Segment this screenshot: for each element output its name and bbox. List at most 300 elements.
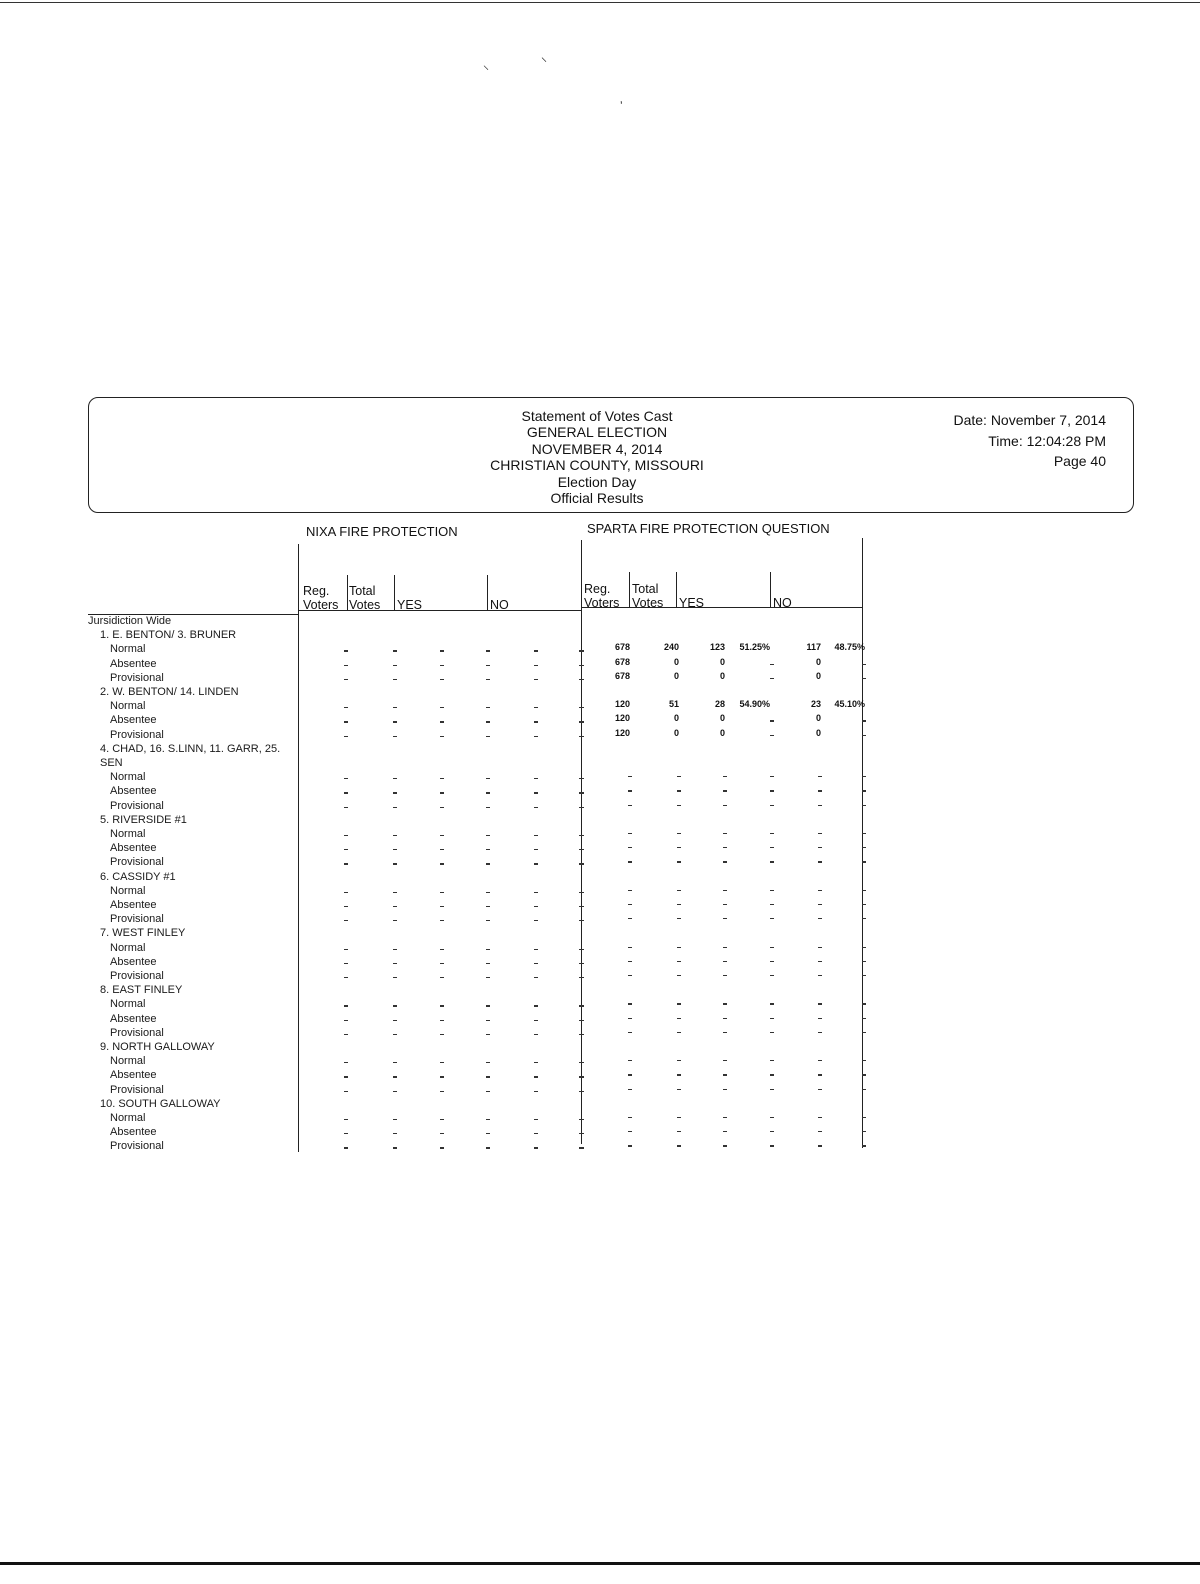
row-type-label: Normal <box>110 884 146 897</box>
empty-cell-dash <box>862 1003 866 1004</box>
empty-cell-dash <box>677 1003 681 1004</box>
vote-cell: 123 <box>709 642 725 653</box>
empty-cell-dash <box>344 906 348 907</box>
empty-cell-dash <box>862 904 866 905</box>
empty-cell-dash <box>579 963 584 964</box>
empty-cell-dash <box>534 1119 538 1120</box>
empty-cell-dash <box>770 1131 774 1132</box>
header-underline-nixa <box>298 610 581 611</box>
vote-cell: 23 <box>810 699 821 710</box>
empty-cell-dash <box>677 904 681 905</box>
empty-cell-dash <box>393 1076 397 1077</box>
empty-cell-dash <box>770 720 774 721</box>
empty-cell-dash <box>579 1091 584 1092</box>
empty-cell-dash <box>818 861 822 862</box>
empty-cell-dash <box>440 807 444 808</box>
empty-cell-dash <box>628 947 632 948</box>
empty-cell-dash <box>393 849 397 850</box>
vote-cell: 45.10% <box>834 699 865 710</box>
empty-cell-dash <box>818 1003 822 1004</box>
empty-cell-dash <box>770 1003 774 1004</box>
empty-cell-dash <box>486 1091 490 1092</box>
empty-cell-dash <box>534 920 538 921</box>
vote-cell: 51 <box>668 699 679 710</box>
empty-cell-dash <box>344 1133 348 1134</box>
scan-speck: ʼ <box>620 99 623 113</box>
row-type-label: Absentee <box>110 955 157 968</box>
empty-cell-dash <box>440 1147 444 1148</box>
empty-cell-dash <box>770 664 774 665</box>
empty-cell-dash <box>818 1032 822 1033</box>
empty-cell-dash <box>818 776 822 777</box>
empty-cell-dash <box>862 805 866 806</box>
empty-cell-dash <box>677 805 681 806</box>
vote-cell: 51.25% <box>739 642 770 653</box>
empty-cell-dash <box>770 776 774 777</box>
empty-cell-dash <box>818 918 822 919</box>
col-tick <box>487 575 488 610</box>
report-date: Date: November 7, 2014 <box>953 412 1106 428</box>
empty-cell-dash <box>393 679 397 680</box>
empty-cell-dash <box>486 679 490 680</box>
empty-cell-dash <box>579 778 584 779</box>
empty-cell-dash <box>862 975 866 976</box>
empty-cell-dash <box>818 1060 822 1061</box>
row-type-label: Normal <box>110 1055 146 1068</box>
empty-cell-dash <box>393 920 397 921</box>
vote-cell: 0 <box>673 656 679 667</box>
empty-cell-dash <box>579 906 584 907</box>
col-header-total-votes: Total Votes <box>349 584 381 612</box>
empty-cell-dash <box>344 849 348 850</box>
empty-cell-dash <box>723 890 727 891</box>
empty-cell-dash <box>677 918 681 919</box>
empty-cell-dash <box>723 790 727 791</box>
empty-cell-dash <box>393 1020 397 1021</box>
empty-cell-dash <box>440 863 444 864</box>
empty-cell-dash <box>862 947 866 948</box>
empty-cell-dash <box>818 1131 822 1132</box>
empty-cell-dash <box>818 890 822 891</box>
empty-cell-dash <box>393 736 397 737</box>
empty-cell-dash <box>862 847 866 848</box>
row-type-label: Provisional <box>110 671 164 684</box>
empty-cell-dash <box>344 977 348 978</box>
empty-cell-dash <box>344 863 348 864</box>
empty-cell-dash <box>579 665 584 666</box>
table-divider-right <box>862 538 863 1148</box>
empty-cell-dash <box>862 1074 866 1075</box>
empty-cell-dash <box>440 1034 444 1035</box>
empty-cell-dash <box>677 961 681 962</box>
precinct-name: 1. E. BENTON/ 3. BRUNER <box>100 629 237 642</box>
scan-speck: ⸜ <box>483 58 490 72</box>
precinct-name: 10. SOUTH GALLOWAY <box>100 1097 221 1110</box>
empty-cell-dash <box>440 906 444 907</box>
empty-cell-dash <box>818 975 822 976</box>
contest-title-nixa: NIXA FIRE PROTECTION <box>306 524 458 539</box>
empty-cell-dash <box>534 778 538 779</box>
empty-cell-dash <box>534 807 538 808</box>
contest-title-sparta: SPARTA FIRE PROTECTION QUESTION <box>587 521 830 536</box>
empty-cell-dash <box>770 975 774 976</box>
empty-cell-dash <box>818 904 822 905</box>
empty-cell-dash <box>818 847 822 848</box>
empty-cell-dash <box>770 735 774 736</box>
empty-cell-dash <box>723 847 727 848</box>
empty-cell-dash <box>723 861 727 862</box>
empty-cell-dash <box>486 665 490 666</box>
empty-cell-dash <box>579 807 584 808</box>
empty-cell-dash <box>534 849 538 850</box>
row-type-label: Normal <box>110 828 146 840</box>
empty-cell-dash <box>723 1089 727 1090</box>
empty-cell-dash <box>344 1062 348 1063</box>
empty-cell-dash <box>862 1032 866 1033</box>
empty-cell-dash <box>723 1018 727 1019</box>
empty-cell-dash <box>486 1119 490 1120</box>
empty-cell-dash <box>486 707 490 708</box>
empty-cell-dash <box>440 665 444 666</box>
empty-cell-dash <box>344 665 348 666</box>
empty-cell-dash <box>862 961 866 962</box>
empty-cell-dash <box>393 835 397 836</box>
empty-cell-dash <box>393 892 397 893</box>
precinct-name: 2. W. BENTON/ 14. LINDEN <box>100 686 239 698</box>
empty-cell-dash <box>770 904 774 905</box>
empty-cell-dash <box>770 1145 774 1146</box>
empty-cell-dash <box>628 1018 632 1019</box>
vote-cell: 0 <box>719 713 725 724</box>
empty-cell-dash <box>770 678 774 679</box>
vote-cell: 0 <box>719 656 725 667</box>
empty-cell-dash <box>818 1117 822 1118</box>
empty-cell-dash <box>393 707 397 708</box>
empty-cell-dash <box>862 1089 866 1090</box>
empty-cell-dash <box>344 1091 348 1092</box>
empty-cell-dash <box>677 1032 681 1033</box>
empty-cell-dash <box>393 1147 397 1148</box>
empty-cell-dash <box>628 1060 632 1061</box>
empty-cell-dash <box>723 1003 727 1004</box>
empty-cell-dash <box>677 861 681 862</box>
empty-cell-dash <box>677 790 681 791</box>
empty-cell-dash <box>440 949 444 950</box>
col-header-no: NO <box>490 598 509 612</box>
row-type-label: Provisional <box>110 1083 164 1096</box>
precinct-name: 5. RIVERSIDE #1 <box>100 813 187 826</box>
empty-cell-dash <box>393 807 397 808</box>
vote-cell: 0 <box>673 727 679 738</box>
empty-cell-dash <box>393 665 397 666</box>
empty-cell-dash <box>440 650 444 651</box>
empty-cell-dash <box>723 1145 727 1146</box>
empty-cell-dash <box>440 1005 444 1006</box>
empty-cell-dash <box>862 1131 866 1132</box>
empty-cell-dash <box>677 1131 681 1132</box>
empty-cell-dash <box>579 892 584 893</box>
empty-cell-dash <box>723 776 727 777</box>
empty-cell-dash <box>628 790 632 791</box>
empty-cell-dash <box>628 1131 632 1132</box>
empty-cell-dash <box>344 707 348 708</box>
vote-cell: 120 <box>614 713 630 724</box>
empty-cell-dash <box>393 1119 397 1120</box>
empty-cell-dash <box>534 863 538 864</box>
empty-cell-dash <box>628 1074 632 1075</box>
vote-cell: 0 <box>815 656 821 667</box>
empty-cell-dash <box>579 650 584 651</box>
empty-cell-dash <box>440 1076 444 1077</box>
empty-cell-dash <box>440 892 444 893</box>
empty-cell-dash <box>393 949 397 950</box>
vote-cell: 678 <box>614 642 630 653</box>
empty-cell-dash <box>862 776 866 777</box>
empty-cell-dash <box>862 918 866 919</box>
empty-cell-dash <box>579 863 584 864</box>
bottom-edge-rule <box>0 1562 1200 1565</box>
empty-cell-dash <box>579 949 584 950</box>
row-type-label: Provisional <box>110 799 164 812</box>
empty-cell-dash <box>344 778 348 779</box>
empty-cell-dash <box>579 1133 584 1134</box>
empty-cell-dash <box>862 720 866 721</box>
empty-cell-dash <box>486 1147 490 1148</box>
empty-cell-dash <box>818 1089 822 1090</box>
empty-cell-dash <box>534 721 538 722</box>
empty-cell-dash <box>770 790 774 791</box>
empty-cell-dash <box>486 835 490 836</box>
empty-cell-dash <box>344 679 348 680</box>
empty-cell-dash <box>818 790 822 791</box>
empty-cell-dash <box>534 949 538 950</box>
empty-cell-dash <box>628 1089 632 1090</box>
empty-cell-dash <box>534 707 538 708</box>
empty-cell-dash <box>770 833 774 834</box>
row-type-label: Provisional <box>110 913 164 926</box>
empty-cell-dash <box>862 861 866 862</box>
empty-cell-dash <box>628 1032 632 1033</box>
empty-cell-dash <box>534 679 538 680</box>
empty-cell-dash <box>344 807 348 808</box>
empty-cell-dash <box>677 1089 681 1090</box>
vote-cell: 0 <box>815 727 821 738</box>
empty-cell-dash <box>393 1062 397 1063</box>
empty-cell-dash <box>486 1062 490 1063</box>
empty-cell-dash <box>579 1119 584 1120</box>
empty-cell-dash <box>534 892 538 893</box>
row-type-label: Provisional <box>110 1140 164 1153</box>
empty-cell-dash <box>393 1133 397 1134</box>
empty-cell-dash <box>534 963 538 964</box>
empty-cell-dash <box>486 807 490 808</box>
report-time: Time: 12:04:28 PM <box>988 432 1106 449</box>
vote-cell: 0 <box>815 670 821 681</box>
empty-cell-dash <box>486 892 490 893</box>
col-header-yes: YES <box>397 598 423 612</box>
col-tick <box>770 572 771 607</box>
empty-cell-dash <box>628 975 632 976</box>
empty-cell-dash <box>579 1005 584 1006</box>
empty-cell-dash <box>723 833 727 834</box>
empty-cell-dash <box>344 892 348 893</box>
empty-cell-dash <box>393 863 397 864</box>
empty-cell-dash <box>628 961 632 962</box>
empty-cell-dash <box>628 847 632 848</box>
empty-cell-dash <box>677 1018 681 1019</box>
empty-cell-dash <box>486 1005 490 1006</box>
empty-cell-dash <box>862 1145 866 1146</box>
empty-cell-dash <box>579 707 584 708</box>
table-divider-left <box>298 544 299 1152</box>
empty-cell-dash <box>579 1034 584 1035</box>
empty-cell-dash <box>628 833 632 834</box>
empty-cell-dash <box>818 947 822 948</box>
empty-cell-dash <box>393 1005 397 1006</box>
empty-cell-dash <box>579 835 584 836</box>
empty-cell-dash <box>723 1074 727 1075</box>
empty-cell-dash <box>579 1020 584 1021</box>
empty-cell-dash <box>770 1032 774 1033</box>
empty-cell-dash <box>344 1119 348 1120</box>
empty-cell-dash <box>723 1060 727 1061</box>
empty-cell-dash <box>862 1117 866 1118</box>
empty-cell-dash <box>862 735 866 736</box>
empty-cell-dash <box>440 778 444 779</box>
empty-cell-dash <box>534 906 538 907</box>
empty-cell-dash <box>486 849 490 850</box>
empty-cell-dash <box>818 1018 822 1019</box>
empty-cell-dash <box>677 776 681 777</box>
vote-cell: 28 <box>714 699 725 710</box>
empty-cell-dash <box>393 792 397 793</box>
empty-cell-dash <box>486 1076 490 1077</box>
empty-cell-dash <box>344 963 348 964</box>
empty-cell-dash <box>534 1076 538 1077</box>
row-type-label: Absentee <box>110 842 157 855</box>
vote-cell: 117 <box>806 642 821 653</box>
empty-cell-dash <box>486 920 490 921</box>
row-type-label: Normal <box>110 1112 146 1124</box>
empty-cell-dash <box>440 849 444 850</box>
vote-cell: 0 <box>719 727 725 738</box>
empty-cell-dash <box>723 975 727 976</box>
empty-cell-dash <box>770 1060 774 1061</box>
empty-cell-dash <box>628 776 632 777</box>
empty-cell-dash <box>534 650 538 651</box>
empty-cell-dash <box>862 1018 866 1019</box>
empty-cell-dash <box>723 1117 727 1118</box>
election-date: NOVEMBER 4, 2014 <box>531 440 663 457</box>
col-tick <box>394 575 395 610</box>
row-type-label: Provisional <box>110 1026 164 1039</box>
row-type-label: Normal <box>110 998 146 1011</box>
empty-cell-dash <box>534 1034 538 1035</box>
col-header-total-votes: Total Votes <box>632 582 664 610</box>
precinct-name: 8. EAST FINLEY <box>100 984 183 997</box>
results-status: Official Results <box>550 490 644 507</box>
empty-cell-dash <box>862 678 866 679</box>
empty-cell-dash <box>534 1020 538 1021</box>
empty-cell-dash <box>344 650 348 651</box>
empty-cell-dash <box>534 665 538 666</box>
empty-cell-dash <box>440 920 444 921</box>
empty-cell-dash <box>344 1034 348 1035</box>
vote-cell: 678 <box>614 670 630 681</box>
empty-cell-dash <box>677 947 681 948</box>
vote-cell: 120 <box>614 727 630 738</box>
empty-cell-dash <box>440 1091 444 1092</box>
empty-cell-dash <box>723 918 727 919</box>
empty-cell-dash <box>534 736 538 737</box>
empty-cell-dash <box>862 1060 866 1061</box>
empty-cell-dash <box>344 835 348 836</box>
empty-cell-dash <box>723 1032 727 1033</box>
vote-cell: 240 <box>663 642 679 653</box>
empty-cell-dash <box>677 847 681 848</box>
empty-cell-dash <box>344 1076 348 1077</box>
empty-cell-dash <box>440 963 444 964</box>
empty-cell-dash <box>440 977 444 978</box>
empty-cell-dash <box>628 890 632 891</box>
vote-cell: 0 <box>815 713 821 724</box>
vote-cell: 120 <box>614 699 630 710</box>
row-type-label: Absentee <box>110 714 157 727</box>
col-tick <box>629 572 630 607</box>
empty-cell-dash <box>344 920 348 921</box>
empty-cell-dash <box>628 918 632 919</box>
empty-cell-dash <box>440 1119 444 1120</box>
vote-cell: 54.90% <box>739 699 770 710</box>
row-type-label: Provisional <box>110 728 164 741</box>
empty-cell-dash <box>770 1018 774 1019</box>
empty-cell-dash <box>440 835 444 836</box>
precinct-name: 4. CHAD, 16. S.LINN, 11. GARR, 25. SEN <box>100 742 281 769</box>
empty-cell-dash <box>393 1034 397 1035</box>
empty-cell-dash <box>486 949 490 950</box>
empty-cell-dash <box>579 721 584 722</box>
empty-cell-dash <box>579 849 584 850</box>
table-divider-middle <box>581 540 582 1144</box>
empty-cell-dash <box>770 1089 774 1090</box>
empty-cell-dash <box>440 721 444 722</box>
empty-cell-dash <box>723 904 727 905</box>
empty-cell-dash <box>677 1117 681 1118</box>
empty-cell-dash <box>770 961 774 962</box>
row-type-label: Provisional <box>110 856 164 869</box>
empty-cell-dash <box>393 650 397 651</box>
row-type-label: Provisional <box>110 970 164 982</box>
empty-cell-dash <box>486 778 490 779</box>
empty-cell-dash <box>486 1020 490 1021</box>
empty-cell-dash <box>534 1062 538 1063</box>
empty-cell-dash <box>579 1062 584 1063</box>
row-type-label: Absentee <box>110 899 157 911</box>
empty-cell-dash <box>862 664 866 665</box>
row-type-label: Normal <box>110 700 146 713</box>
row-type-label: Normal <box>110 771 146 784</box>
empty-cell-dash <box>862 833 866 834</box>
empty-cell-dash <box>486 977 490 978</box>
empty-cell-dash <box>723 961 727 962</box>
empty-cell-dash <box>344 721 348 722</box>
empty-cell-dash <box>628 1003 632 1004</box>
empty-cell-dash <box>818 1074 822 1075</box>
empty-cell-dash <box>486 906 490 907</box>
empty-cell-dash <box>534 1147 538 1148</box>
empty-cell-dash <box>344 1147 348 1148</box>
vote-cell: 0 <box>673 670 679 681</box>
